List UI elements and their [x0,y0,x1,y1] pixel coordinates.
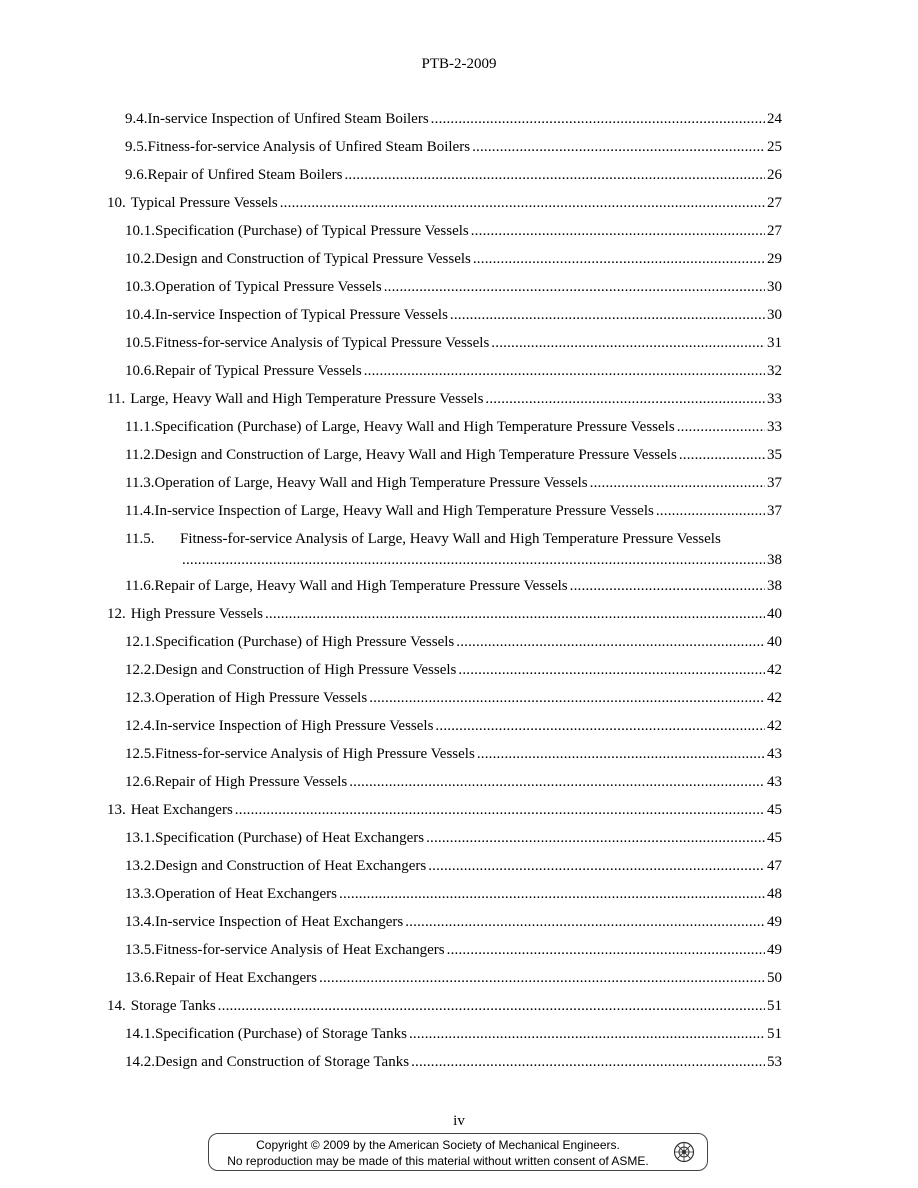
toc-entry-title: In-service Inspection of Heat Exchangers [155,914,404,930]
toc-entry-number: 12.1. [125,634,155,650]
toc-entry-page: 45 [767,802,782,818]
copyright-notice [208,1133,708,1171]
toc-leader-dots [450,301,765,329]
toc-entry-title: Fitness-for-service Analysis of Unfired Steam Boilers [147,139,471,155]
toc-entry[interactable] [0,301,918,329]
toc-entry-title: Repair of Large, Heavy Wall and High Temperature Pressure Vessels [154,578,568,594]
toc-entry-title: Specification (Purchase) of Heat Exchangers [155,830,425,846]
toc-entry-page: 32 [767,363,782,379]
toc-entry-page: 37 [767,503,782,519]
toc-leader-dots [590,469,765,497]
toc-entry[interactable] [0,992,918,1020]
toc-leader-dots [265,600,765,628]
toc-leader-dots [344,161,765,189]
toc-entry-title: High Pressure Vessels [130,606,263,622]
toc-leader-dots [656,497,765,525]
toc-entry[interactable] [0,245,918,273]
toc-leader-dots [182,546,765,574]
toc-entry-number: 13.6. [125,970,155,986]
toc-entry-number: 10.6. [125,363,155,379]
toc-entry-page: 51 [767,998,782,1014]
toc-entry-page: 40 [767,634,782,650]
toc-leader-dots [458,656,765,684]
toc-entry[interactable] [0,497,918,525]
toc-entry[interactable] [0,936,918,964]
toc-entry-number: 14. [107,998,126,1014]
toc-entry-number: 12.6. [125,774,155,790]
toc-entry[interactable] [0,600,918,628]
toc-entry-title: Repair of Typical Pressure Vessels [155,363,362,379]
toc-entry[interactable] [0,880,918,908]
toc-leader-dots [471,217,765,245]
toc-leader-dots [435,712,765,740]
toc-entry-page: 42 [767,690,782,706]
toc-entry-number: 12.2. [125,662,155,678]
toc-entry-page: 38 [767,578,782,594]
toc-leader-dots [570,572,765,600]
toc-entry[interactable] [0,189,918,217]
toc-entry-title: Typical Pressure Vessels [130,195,278,211]
toc-entry-page: 51 [767,1026,782,1042]
toc-entry-number: 10.1. [125,223,155,239]
toc-entry[interactable] [0,329,918,357]
toc-leader-dots [339,880,765,908]
toc-entry-number: 13. [107,802,126,818]
toc-leader-dots [428,852,765,880]
toc-entry[interactable] [0,273,918,301]
toc-entry-title: Fitness-for-service Analysis of Typical Pressure Vessels [155,335,490,351]
toc-entry[interactable] [0,684,918,712]
toc-entry-page: 33 [767,419,782,435]
toc-entry[interactable] [0,712,918,740]
toc-leader-dots [235,796,765,824]
toc-entry-title: Fitness-for-service Analysis of High Pressure Vessels [155,746,475,762]
toc-leader-dots [679,441,765,469]
toc-entry-page: 47 [767,858,782,874]
toc-entry[interactable] [0,824,918,852]
toc-leader-dots [349,768,765,796]
toc-entry-number: 10.5. [125,335,155,351]
toc-entry-title: In-service Inspection of High Pressure Vessels [155,718,434,734]
toc-entry[interactable] [0,525,918,573]
toc-entry[interactable] [0,469,918,497]
toc-entry-title: Design and Construction of High Pressure Vessels [155,662,457,678]
toc-entry-page: 30 [767,307,782,323]
toc-entry-title: Storage Tanks [130,998,216,1014]
asme-logo-icon [673,1141,695,1163]
toc-leader-dots [384,273,765,301]
toc-entry-title: Operation of High Pressure Vessels [155,690,368,706]
toc-leader-dots [369,684,765,712]
toc-entry-page: 42 [767,662,782,678]
toc-leader-dots [411,1048,765,1076]
page-number: iv [453,1113,465,1129]
toc-leader-dots [218,992,765,1020]
toc-leader-dots [319,964,765,992]
toc-leader-dots [280,189,765,217]
toc-entry[interactable] [0,161,918,189]
toc-entry[interactable] [0,628,918,656]
toc-entry-number: 11.4. [125,503,155,519]
toc-entry-number: 11. [107,391,126,407]
toc-entry-title: Heat Exchangers [130,802,233,818]
toc-leader-dots [491,329,765,357]
toc-entry-page: 45 [767,830,782,846]
toc-entry-title: Repair of High Pressure Vessels [155,774,348,790]
toc-entry[interactable] [0,656,918,684]
toc-leader-dots [431,105,765,133]
toc-leader-dots [426,824,765,852]
toc-entry-page: 24 [767,111,782,127]
toc-entry-number: 13.5. [125,942,155,958]
toc-leader-dots [456,628,765,656]
toc-entry-number: 11.6. [125,578,155,594]
toc-entry-page: 48 [767,886,782,902]
toc-entry-title: Operation of Large, Heavy Wall and High Temperature Pressure Vessels [154,475,588,491]
toc-leader-dots [477,740,765,768]
toc-entry-number: 13.1. [125,830,155,846]
toc-entry[interactable] [0,768,918,796]
toc-leader-dots [364,357,765,385]
toc-entry-title: Repair of Unfired Steam Boilers [147,167,343,183]
toc-entry-number: 11.3. [125,475,155,491]
toc-entry-number: 11.1. [125,419,155,435]
toc-entry[interactable] [0,1020,918,1048]
toc-entry-page: 53 [767,1054,782,1070]
toc-leader-dots [447,936,765,964]
toc-entry-title: In-service Inspection of Large, Heavy Wall and High Temperature Pressure Vessels [154,503,654,519]
toc-entry-page: 49 [767,942,782,958]
toc-entry[interactable] [0,441,918,469]
toc-entry-title: Large, Heavy Wall and High Temperature Pressure Vessels [130,391,484,407]
toc-entry[interactable] [0,1048,918,1076]
toc-entry-page: 38 [767,552,782,568]
toc-entry-page: 30 [767,279,782,295]
toc-entry-number: 13.4. [125,914,155,930]
copyright-line-1: Copyright © 2009 by the American Society of Mechanical Engineers. [256,1138,620,1152]
toc-entry[interactable] [0,385,918,413]
toc-entry-number: 10.3. [125,279,155,295]
toc-entry-page: 43 [767,746,782,762]
toc-entry-number: 11.5. [125,531,155,547]
toc-entry-number: 12.3. [125,690,155,706]
toc-entry[interactable] [0,852,918,880]
toc-entry-title: Design and Construction of Large, Heavy Wall and High Temperature Pressure Vessels [154,447,677,463]
toc-entry-number: 12. [107,606,126,622]
toc-entry-page: 27 [767,223,782,239]
toc-entry-page: 26 [767,167,782,183]
toc-entry-title: Fitness-for-service Analysis of Large, Heavy Wall and High Temperature Pressure Vessels [180,531,721,547]
toc-entry-page: 27 [767,195,782,211]
toc-entry-number: 14.2. [125,1054,155,1070]
toc-entry-number: 14.1. [125,1026,155,1042]
toc-entry-title: In-service Inspection of Typical Pressure Vessels [155,307,448,323]
toc-entry-title: In-service Inspection of Unfired Steam Boilers [147,111,429,127]
toc-entry-title: Specification (Purchase) of Large, Heavy Wall and High Temperature Pressure Vessels [154,419,675,435]
toc-entry-number: 13.3. [125,886,155,902]
toc-entry[interactable] [0,357,918,385]
toc-entry-page: 49 [767,914,782,930]
toc-entry-number: 9.4. [125,111,148,127]
toc-leader-dots [472,133,765,161]
toc-entry-page: 35 [767,447,782,463]
toc-entry-number: 13.2. [125,858,155,874]
toc-entry[interactable] [0,133,918,161]
toc-entry-page: 43 [767,774,782,790]
toc-entry[interactable] [0,217,918,245]
toc-entry-page: 25 [767,139,782,155]
toc-entry-page: 31 [767,335,782,351]
toc-entry[interactable] [0,572,918,600]
toc-leader-dots [677,413,765,441]
toc-entry-page: 37 [767,475,782,491]
toc-entry-title: Design and Construction of Storage Tanks [155,1054,410,1070]
toc-entry[interactable] [0,964,918,992]
running-header: PTB-2-2009 [421,56,497,72]
toc-entry-title: Operation of Typical Pressure Vessels [155,279,382,295]
toc-entry[interactable] [0,413,918,441]
toc-entry[interactable] [0,796,918,824]
toc-entry-number: 9.6. [125,167,148,183]
toc-entry-page: 29 [767,251,782,267]
toc-leader-dots [409,1020,765,1048]
toc-entry-title: Specification (Purchase) of Typical Pressure Vessels [155,223,469,239]
toc-entry-title: Repair of Heat Exchangers [155,970,318,986]
toc-leader-dots [405,908,765,936]
toc-entry-title: Fitness-for-service Analysis of Heat Exchangers [155,942,445,958]
toc-entry-number: 12.4. [125,718,155,734]
toc-entry-title: Design and Construction of Typical Pressure Vessels [155,251,471,267]
toc-entry[interactable] [0,105,918,133]
toc-entry-number: 11.2. [125,447,155,463]
toc-entry[interactable] [0,740,918,768]
toc-entry-title: Specification (Purchase) of High Pressure Vessels [155,634,455,650]
toc-entry[interactable] [0,908,918,936]
toc-entry-page: 42 [767,718,782,734]
toc-entry-page: 33 [767,391,782,407]
toc-entry-page: 40 [767,606,782,622]
toc-leader-dots [473,245,765,273]
copyright-line-2: No reproduction may be made of this material without written consent of ASME. [227,1154,649,1168]
toc-leader-dots [485,385,765,413]
toc-entry-number: 9.5. [125,139,148,155]
toc-entry-title: Specification (Purchase) of Storage Tanks [155,1026,407,1042]
toc-entry-title: Design and Construction of Heat Exchangers [155,858,427,874]
toc-entry-number: 10.2. [125,251,155,267]
toc-entry-page: 50 [767,970,782,986]
toc-entry-number: 10. [107,195,126,211]
toc-entry-number: 12.5. [125,746,155,762]
toc-entry-title: Operation of Heat Exchangers [155,886,338,902]
toc-entry-number: 10.4. [125,307,155,323]
